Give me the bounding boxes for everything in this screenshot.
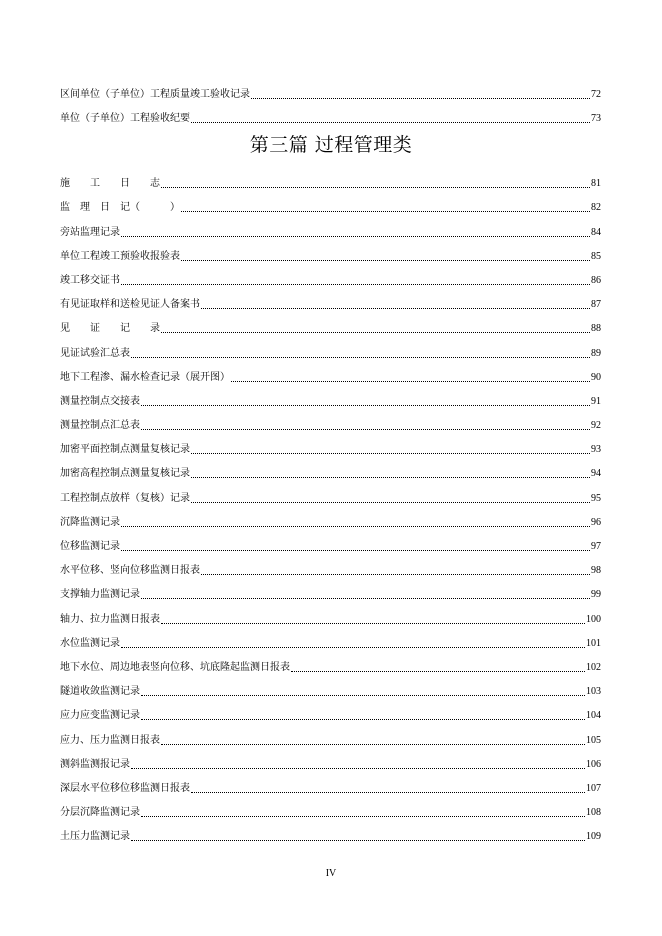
toc-entry-title: 位移监测记录 — [60, 541, 120, 552]
toc-entry[interactable] — [60, 529, 601, 553]
toc-entry[interactable] — [60, 650, 601, 674]
toc-dot-leader — [191, 453, 590, 454]
toc-entry[interactable] — [60, 360, 601, 384]
toc-entry-page-number: 97 — [591, 541, 601, 552]
toc-entry[interactable] — [60, 722, 601, 746]
toc-list-top — [60, 77, 601, 125]
toc-entry-page-number: 72 — [591, 89, 601, 101]
toc-dot-leader — [131, 768, 585, 769]
toc-entry[interactable] — [60, 819, 601, 843]
toc-entry-title: 支撑轴力监测记录 — [60, 589, 140, 601]
toc-entry-title: 沉降监测记录 — [60, 516, 120, 528]
toc-dot-leader — [121, 526, 590, 527]
toc-dot-leader — [131, 840, 585, 841]
toc-entry-title: 深层水平位移位移监测日报表 — [60, 782, 190, 794]
section-heading: 第三篇 过程管理类 — [249, 134, 413, 156]
toc-dot-leader — [141, 695, 585, 696]
toc-dot-leader — [231, 381, 590, 382]
toc-entry[interactable] — [60, 553, 601, 577]
toc-entry-page-number: 92 — [591, 420, 601, 432]
toc-entry[interactable] — [60, 432, 601, 456]
toc-entry-page-number: 73 — [591, 113, 601, 125]
toc-entry-page-number: 88 — [591, 323, 601, 335]
toc-dot-leader — [161, 744, 585, 745]
toc-entry[interactable] — [60, 190, 601, 214]
toc-entry[interactable] — [60, 795, 601, 819]
toc-entry-title: 轴力、拉力监测日报表 — [60, 613, 160, 625]
toc-dot-leader — [191, 792, 585, 793]
toc-entry-title: 土压力监测记录 — [60, 831, 130, 843]
toc-entry-title: 有见证取样和送检见证人备案书 — [60, 299, 200, 311]
toc-entry-page-number: 90 — [591, 371, 601, 383]
toc-entry-page-number: 84 — [591, 226, 601, 238]
toc-dot-leader — [121, 550, 590, 551]
toc-entry-page-number: 103 — [586, 686, 601, 698]
toc-dot-leader — [291, 671, 585, 672]
toc-entry-page-number: 91 — [591, 395, 601, 407]
toc-dot-leader — [191, 502, 590, 503]
toc-entry-page-number: 87 — [591, 299, 601, 311]
toc-entry-page-number: 105 — [586, 734, 601, 746]
toc-entry[interactable] — [60, 287, 601, 311]
toc-entry-page-number: 104 — [586, 710, 601, 722]
toc-entry-page-number: 101 — [586, 637, 601, 649]
toc-entry-page-number: 96 — [591, 516, 601, 528]
toc-dot-leader — [181, 211, 590, 212]
toc-entry[interactable] — [60, 601, 601, 625]
toc-entry-page-number: 102 — [586, 661, 601, 673]
toc-entry-title: 单位（子单位）工程验收纪要 — [60, 113, 190, 125]
toc-entry-page-number: 89 — [591, 347, 601, 359]
toc-dot-leader — [181, 260, 590, 261]
toc-entry-title: 单位工程竣工预验收报验表 — [60, 250, 180, 262]
toc-entry-page-number: 99 — [591, 589, 601, 601]
toc-entry-page-number: 109 — [586, 831, 601, 843]
toc-entry-page-number: 106 — [586, 758, 601, 770]
toc-dot-leader — [141, 429, 590, 430]
toc-entry-page-number: 85 — [591, 250, 601, 262]
toc-entry[interactable] — [60, 456, 601, 480]
toc-entry-title: 加密高程控制点测量复核记录 — [60, 468, 190, 480]
toc-entry-title: 水位监测记录 — [60, 637, 120, 649]
toc-entry[interactable] — [60, 311, 601, 335]
toc-entry[interactable] — [60, 77, 601, 101]
toc-entry-title: 测量控制点交接表 — [60, 395, 140, 407]
toc-entry[interactable] — [60, 626, 601, 650]
toc-dot-leader — [161, 623, 585, 624]
toc-dot-leader — [161, 332, 590, 333]
toc-entry-title: 加密平面控制点测量复核记录 — [60, 444, 190, 456]
toc-entry-title: 竣工移交证书 — [60, 274, 120, 286]
toc-entry-page-number: 93 — [591, 444, 601, 456]
toc-entry-title: 地下水位、周边地表竖向位移、坑底隆起监测日报表 — [60, 661, 290, 673]
toc-entry-title: 应力、压力监测日报表 — [60, 734, 160, 746]
toc-entry[interactable] — [60, 239, 601, 263]
toc-entry-page-number: 95 — [591, 492, 601, 504]
toc-entry-title: 隧道收敛监测记录 — [60, 686, 140, 698]
toc-entry-title: 水平位移、竖向位移监测日报表 — [60, 565, 200, 577]
toc-dot-leader — [131, 357, 590, 358]
toc-entry[interactable] — [60, 408, 601, 432]
toc-entry[interactable] — [60, 384, 601, 408]
toc-entry[interactable] — [60, 771, 601, 795]
toc-entry-title: 应力应变监测记录 — [60, 710, 140, 722]
toc-entry[interactable] — [60, 505, 601, 529]
toc-entry-title: 地下工程渗、漏水检查记录（展开图） — [60, 371, 230, 383]
toc-entry-page-number: 82 — [591, 202, 601, 214]
toc-dot-leader — [141, 598, 590, 599]
toc-dot-leader — [201, 574, 590, 575]
toc-entry-page-number: 107 — [586, 782, 601, 794]
toc-dot-leader — [191, 122, 590, 123]
toc-entry-title: 区间单位（子单位）工程质量竣工验收记录 — [60, 89, 250, 101]
toc-entry-page-number: 100 — [586, 613, 601, 625]
toc-entry[interactable] — [60, 480, 601, 504]
toc-dot-leader — [141, 405, 590, 406]
toc-entry[interactable] — [60, 335, 601, 359]
toc-entry[interactable] — [60, 674, 601, 698]
toc-entry[interactable] — [60, 214, 601, 238]
toc-entry[interactable] — [60, 166, 601, 190]
toc-entry[interactable] — [60, 101, 601, 125]
toc-dot-leader — [161, 187, 590, 188]
toc-dot-leader — [141, 719, 585, 720]
toc-entry-title: 测斜监测报记录 — [60, 758, 130, 770]
toc-entry-page-number: 81 — [591, 178, 601, 190]
toc-dot-leader — [121, 236, 590, 237]
toc-entry-page-number: 94 — [591, 468, 601, 480]
toc-list-section-3 — [60, 166, 601, 843]
toc-entry-title: 监 理 日 记（ ） — [60, 202, 180, 214]
toc-entry[interactable] — [60, 577, 601, 601]
toc-entry[interactable] — [60, 747, 601, 771]
toc-entry-title: 见证试验汇总表 — [60, 347, 130, 359]
toc-entry-title: 见 证 记 录 — [60, 323, 160, 335]
toc-entry-page-number: 98 — [591, 565, 601, 577]
toc-dot-leader — [121, 647, 585, 648]
page-number: IV — [325, 868, 337, 879]
toc-entry[interactable] — [60, 698, 601, 722]
toc-entry[interactable] — [60, 263, 601, 287]
toc-entry-title: 分层沉降监测记录 — [60, 807, 140, 819]
toc-dot-leader — [121, 284, 590, 285]
toc-dot-leader — [251, 98, 590, 99]
toc-entry-title: 工程控制点放样（复核）记录 — [60, 492, 190, 504]
toc-entry-title: 施 工 日 志 — [60, 178, 160, 190]
toc-entry-title: 测量控制点汇总表 — [60, 420, 140, 432]
toc-dot-leader — [191, 477, 590, 478]
toc-entry-page-number: 108 — [586, 807, 601, 819]
toc-entry-page-number: 86 — [591, 274, 601, 286]
toc-dot-leader — [141, 816, 585, 817]
toc-entry-title: 旁站监理记录 — [60, 226, 120, 238]
toc-dot-leader — [201, 308, 590, 309]
